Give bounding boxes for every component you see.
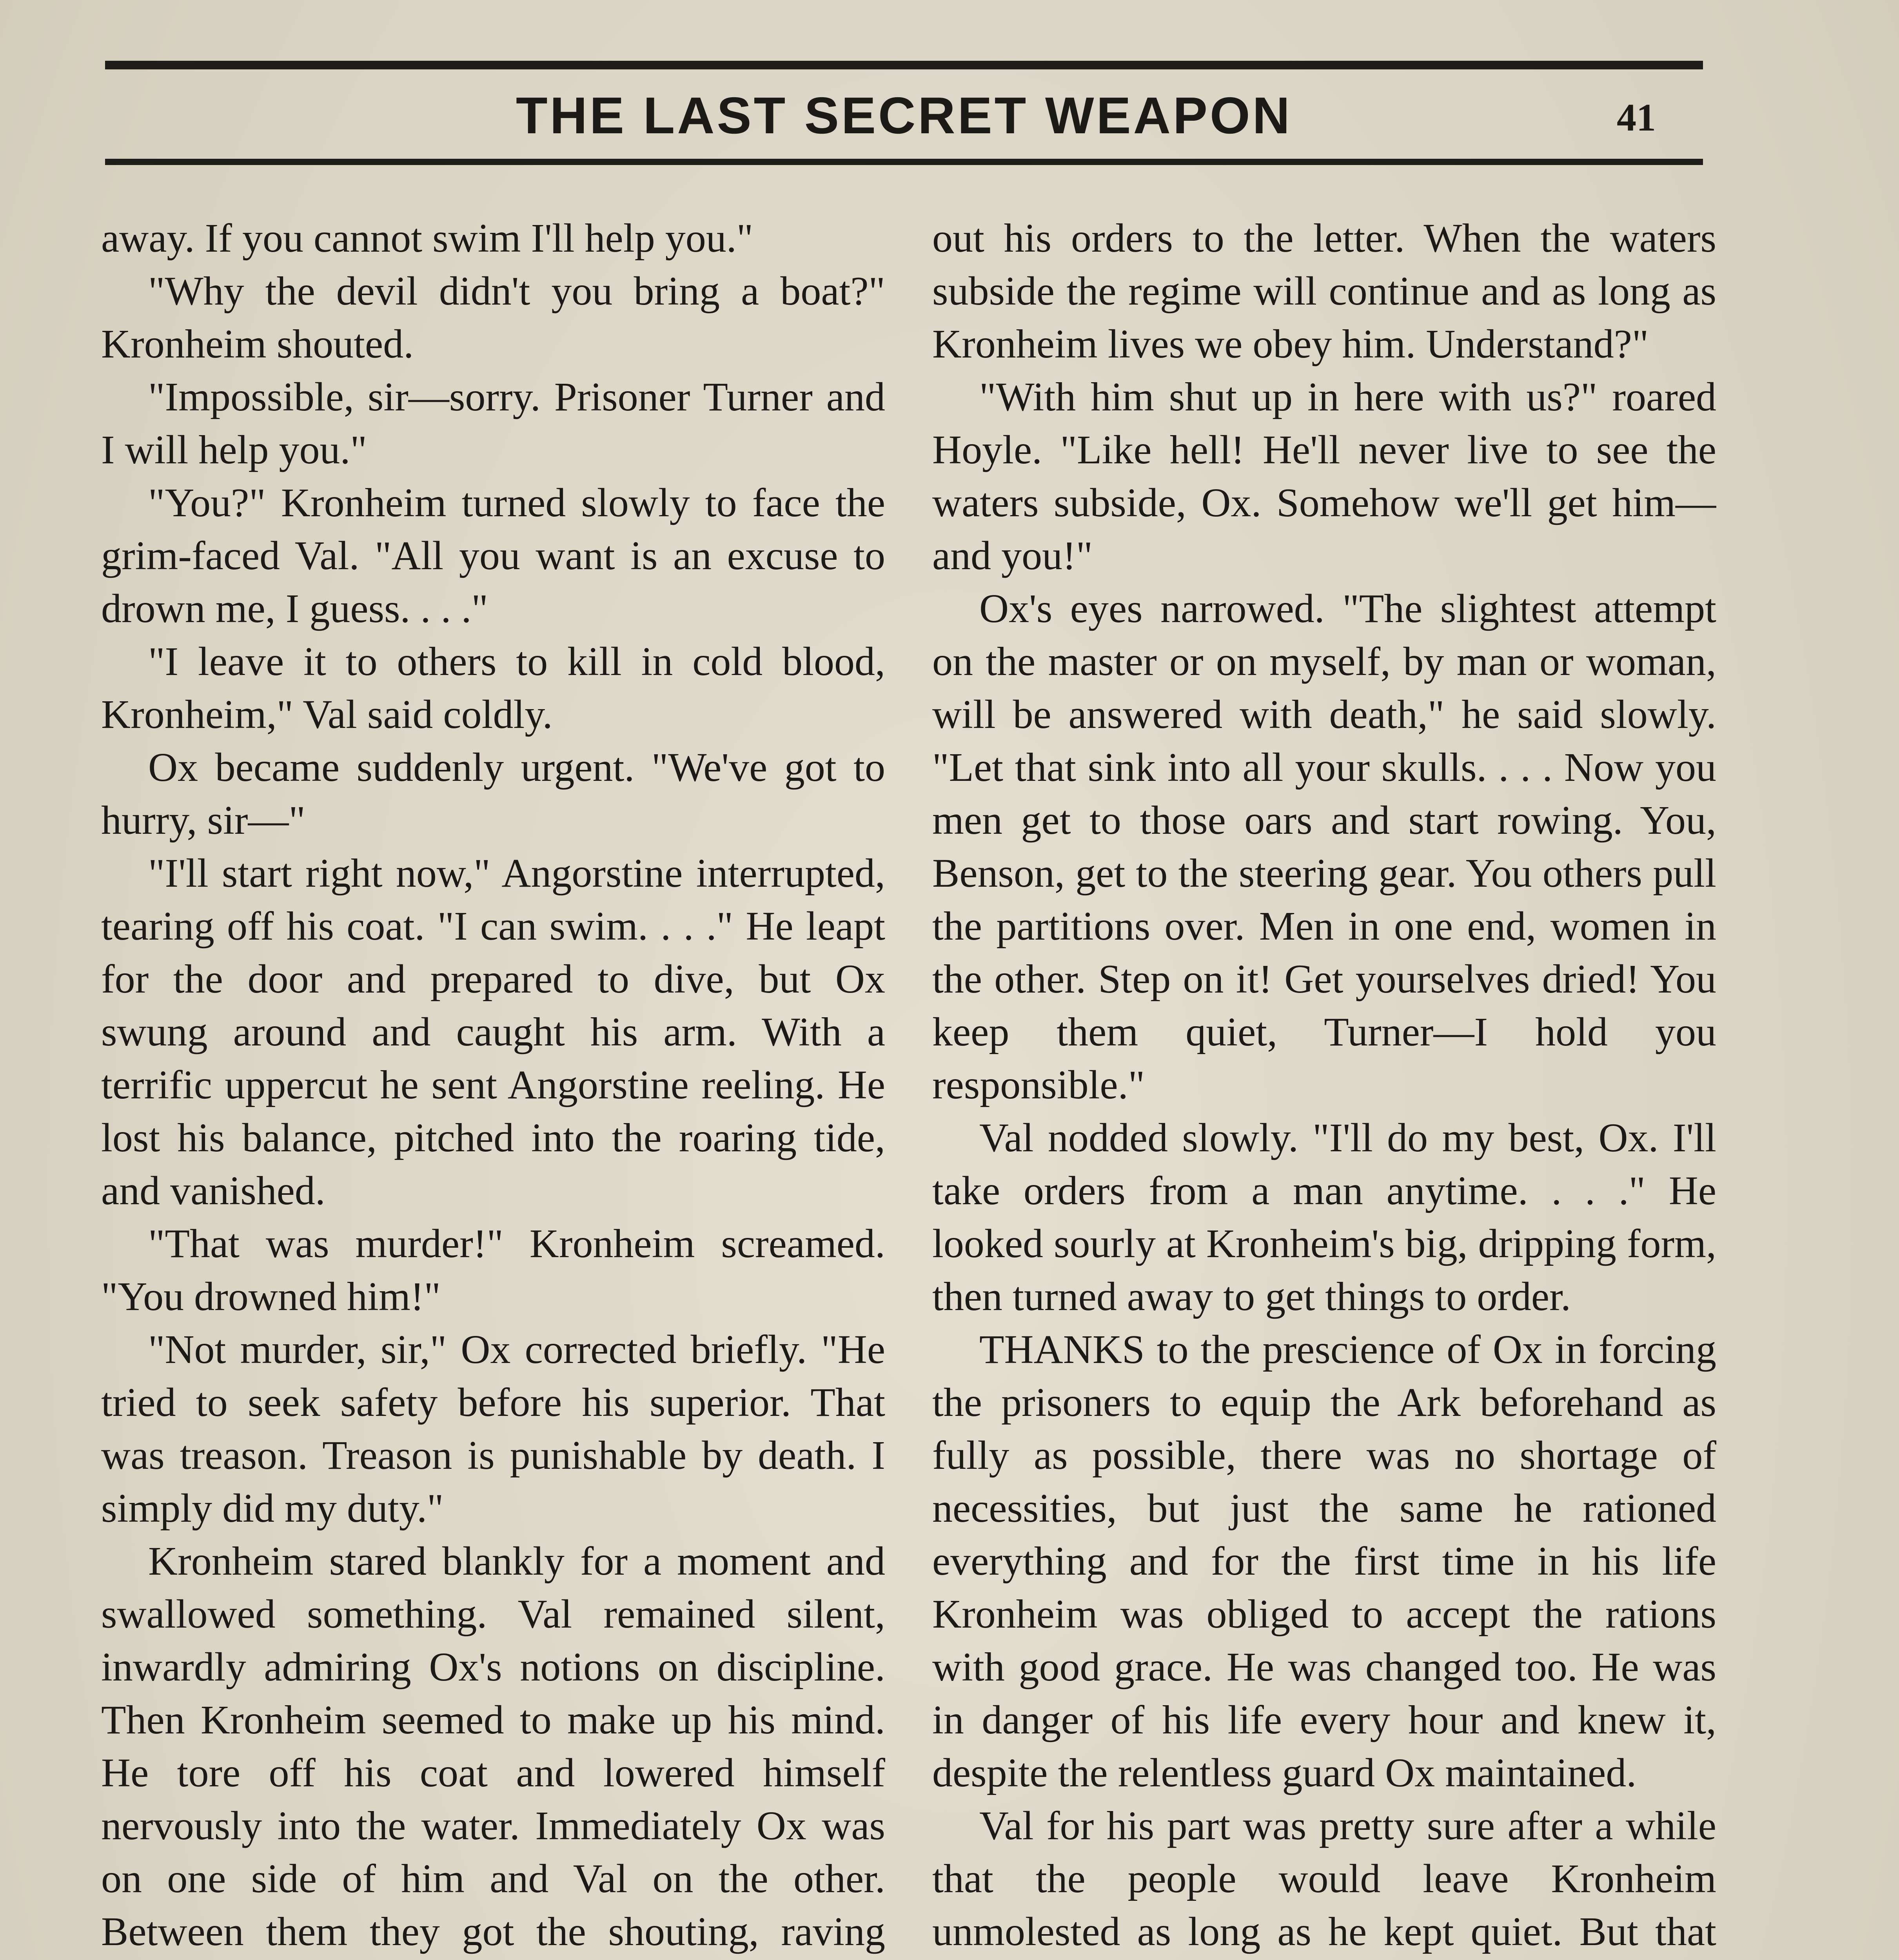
page-number: 41: [1617, 96, 1656, 139]
paragraph: "That was murder!" Kronheim screamed. "You drowned him!": [101, 1221, 885, 1319]
paragraph: "You?" Kronheim turned slowly to face the grim-faced Val. "All you want is an excuse to drown me, I guess. . . .": [101, 480, 885, 631]
paragraph: Val nodded slowly. "I'll do my best, Ox. I'll take orders from a man anytime. . . ." He looked sourly at Kronheim's big, dripping form, then turned away to get things to order.: [932, 1115, 1716, 1319]
header-rule: [105, 159, 1703, 165]
paragraph: Ox became suddenly urgent. "We've got to hurry, sir—": [101, 745, 885, 843]
paragraph: away. If you cannot swim I'll help you.": [101, 216, 753, 261]
paragraph: "Not murder, sir," Ox corrected briefly. "He tried to seek safety before his superior. That was treason. Treason is punishable by death. I simply did my duty.": [101, 1327, 885, 1531]
paragraph: "Why the devil didn't you bring a boat?" Kronheim shouted.: [101, 269, 885, 367]
paragraph: THANKS to the prescience of Ox in forcing the prisoners to equip the Ark beforehand as fully as possible, there was no shortage of necessities, but just the same he rationed everything and for the first time in his life Kronheim was obliged to accept the rations with good grace. He was changed too. He was in danger of his life every hour and knew it, despite the relentless guard Ox maintained.: [932, 1327, 1716, 1795]
paragraph: Kronheim stared blankly for a moment and swallowed something. Val remained silent, inwardly admiring Ox's notions on discipline. Then Kronheim seemed to make up his mind. He tore off his coat and lowered himself nervously into the water. Immediately Ox was on one side of him and Val on the other. Between them they got the shouting, raving: [101, 1539, 885, 1954]
left-column: [101, 212, 885, 1960]
paragraph: "I leave it to others to kill in cold blood, Kronheim," Val said coldly.: [101, 639, 885, 737]
paragraph: "Impossible, sir—sorry. Prisoner Turner and I will help you.": [101, 374, 885, 472]
running-title: THE LAST SECRET WEAPON: [516, 87, 1293, 144]
paragraph: out his orders to the letter. When the waters subside the regime will continue and as long as Kronheim lives we obey him. Understand?": [932, 216, 1716, 367]
top-rule: [105, 61, 1703, 69]
paragraph: "I'll start right now," Angorstine interrupted, tearing off his coat. "I can swim. . . ." He leapt for the door and prepared to dive, but Ox swung around and caught his arm. With a terrific uppercut he sent Angorstine reeling. He lost his balance, pitched into the roaring tide, and vanished.: [101, 851, 885, 1213]
paragraph: Val for his part was pretty sure after a while that the people would leave Kronheim unmolested as long as he kept quiet. But that: [932, 1803, 1716, 1954]
paragraph: "With him shut up in here with us?" roared Hoyle. "Like hell! He'll never live to see the waters subside, Ox. Somehow we'll get him—and you!": [932, 374, 1716, 578]
paragraph: Ox's eyes narrowed. "The slightest attempt on the master or on myself, by man or woman, will be answered with death," he said slowly. "Let that sink into all your skulls. . . . Now you men get to those oars and start rowing. You, Benson, get to the steering gear. You others pull the partitions over. Men in one end, women in the other. Step on it! Get yourselves dried! You keep them quiet, Turner—I hold you responsible.": [932, 586, 1716, 1107]
right-column: [932, 212, 1716, 1960]
